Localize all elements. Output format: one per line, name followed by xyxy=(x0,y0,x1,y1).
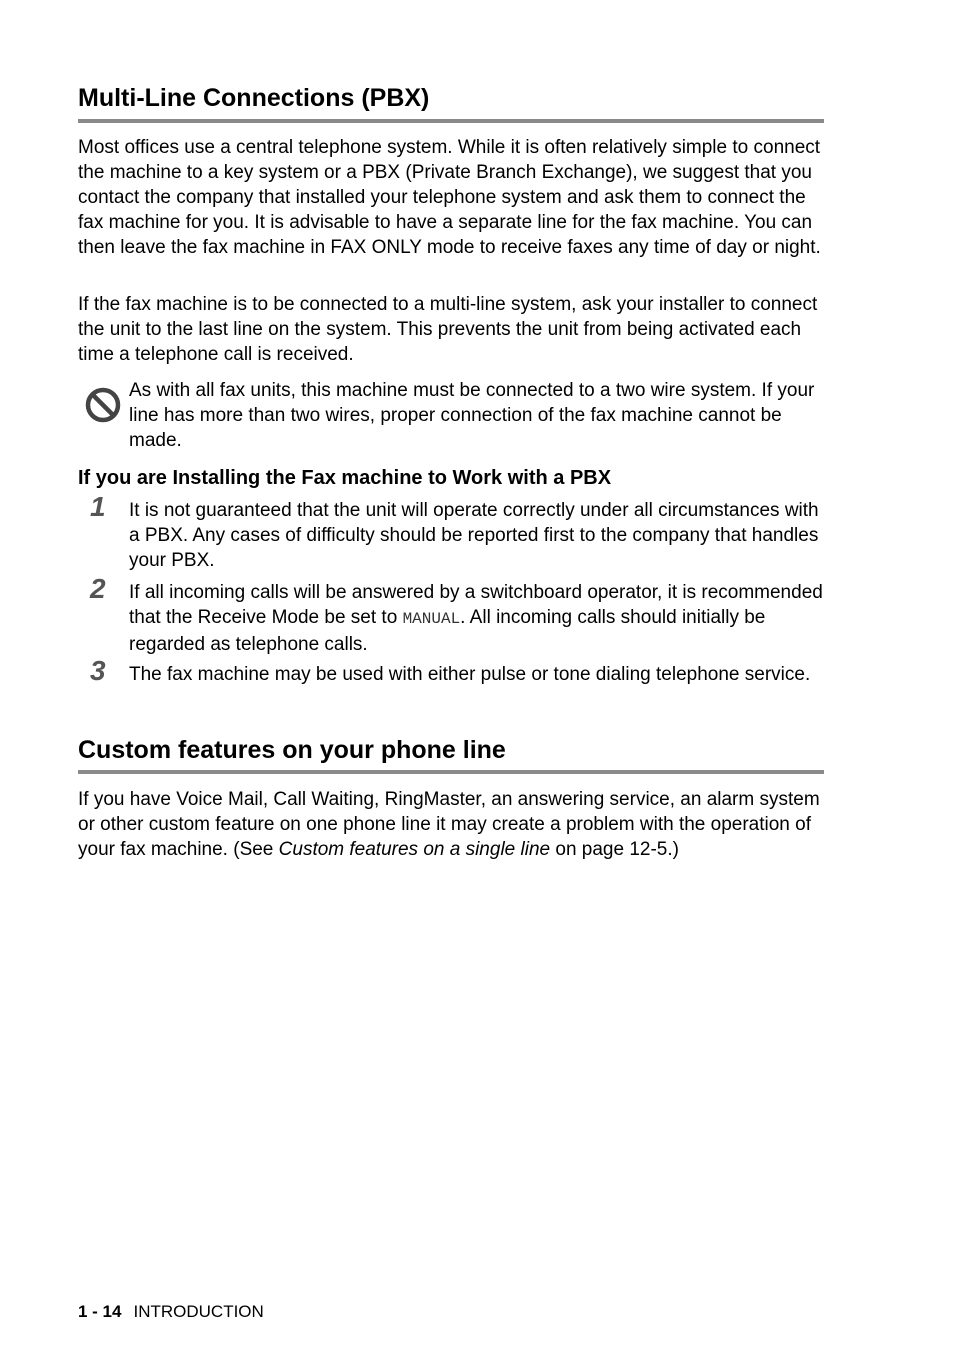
paragraph-custom-features: If you have Voice Mail, Call Waiting, RingMaster, an answering service, an alarm system or other custom feature on one phone line it may create a problem with the operation of your fax machine. (See Custom features on a single line on page 12-5.) xyxy=(78,789,820,860)
mode-code: MANUAL xyxy=(402,610,461,628)
step-number: 3 xyxy=(90,655,106,686)
paragraph-multi-line-system: If the fax machine is to be connected to a multi-line system, ask your installer to connect the unit to the last line on the system. This prevents the unit from being activated each time a telephone call is received. xyxy=(78,294,818,365)
step-text: The fax machine may be used with either pulse or tone dialing telephone service. xyxy=(129,664,811,685)
step-text: It is not guaranteed that the unit will operate correctly under all circumstances with a PBX. Any cases of difficulty should be reported first to the company that handles your PBX. xyxy=(129,500,819,571)
title-rule xyxy=(78,119,824,123)
step-number: 2 xyxy=(90,573,106,604)
section-title-multi-line: Multi-Line Connections (PBX) xyxy=(78,84,430,112)
page-footer xyxy=(78,1301,264,1323)
pbx-heading: If you are Installing the Fax machine to Work with a PBX xyxy=(78,467,612,489)
chapter-name: INTRODUCTION xyxy=(133,1302,264,1321)
cross-reference: Custom features on a single line xyxy=(278,839,551,860)
warning-note: As with all fax units, this machine must be connected to a two wire system. If your line has more than two wires, proper connection of the fax machine cannot be made. xyxy=(129,380,815,451)
paragraph-central-telephone: Most offices use a central telephone system. While it is often relatively simple to connect the machine to a key system or a PBX (Private Branch Exchange), we suggest that you contact the company that installed your telephone system and ask them to connect the fax machine for you. It is advisable to have a separate line for the fax machine. You can then leave the fax machine in FAX ONLY mode to receive faxes any time of day or night. xyxy=(78,137,821,258)
step-text: If all incoming calls will be answered by a switchboard operator, it is recommended that the Receive Mode be set to MANUAL. All incoming calls should initially be regarded as telephone calls. xyxy=(129,582,823,655)
step-number: 1 xyxy=(90,491,106,522)
title-rule xyxy=(78,770,824,774)
prohibited-icon xyxy=(84,386,122,424)
section-title-custom-features: Custom features on your phone line xyxy=(78,736,506,764)
page-number: 1 - 14 xyxy=(78,1302,122,1321)
